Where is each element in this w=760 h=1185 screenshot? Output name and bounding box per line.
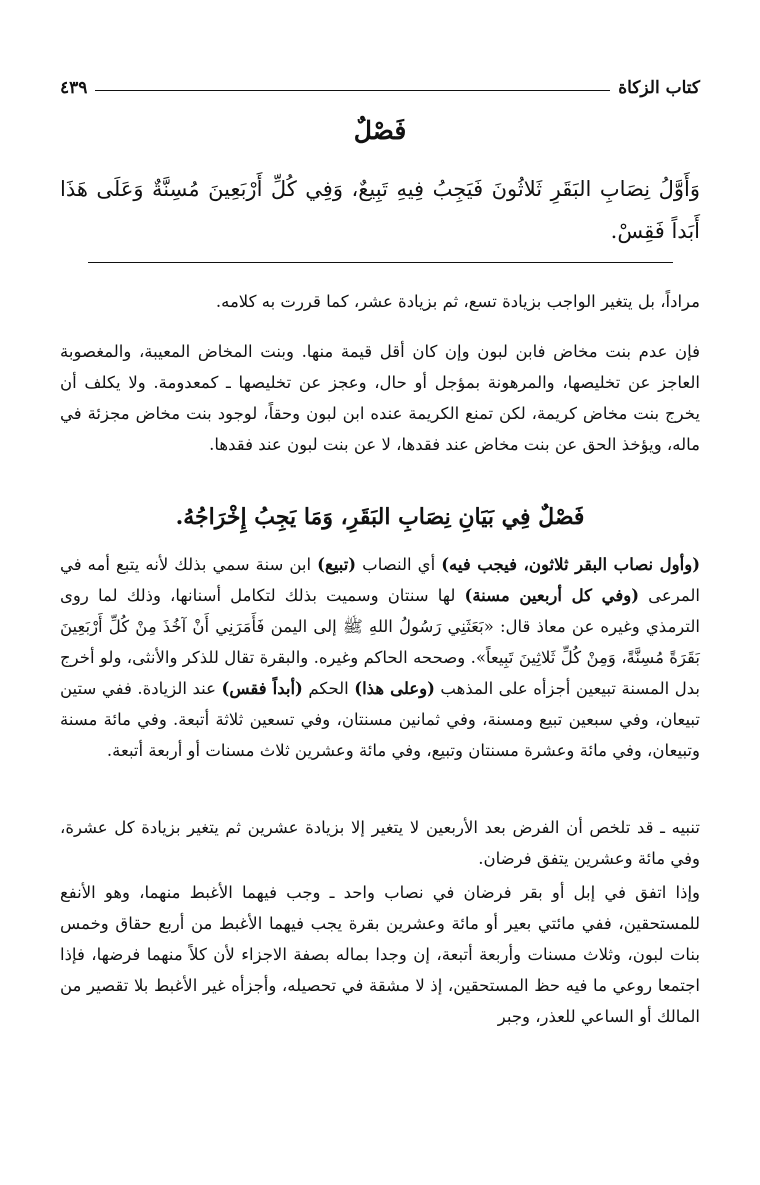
page-number: ٤٣٩	[60, 78, 88, 98]
commentary-paragraph-1: فإن عدم بنت مخاض فابن لبون وإن كان أقل قيمة منها. وبنت المخاض المعيبة، والمغصوبة العاجز عن تخليصها، والمرهونة بمؤجل أو حال، وعجز عن تخليصها ـ كمعدومة. ولا يكلف أن يخرج بنت مخاض كريمة، لكن تمنع الكريمة عنده ابن لبون وحقاً، لوجود بنت مخاض مجزئة في ماله، ويؤخذ الحق عن بنت مخاض عند فقدها، لا عن بنت لبون عند فقدها.	[60, 342, 700, 454]
commentary-paragraph-2	[60, 549, 700, 766]
matn-text: وَأَوَّلُ نِصَابِ البَقَرِ ثَلاثُونَ فَيَجِبُ فِيهِ تَبِيعٌ، وَفِي كُلِّ أَرْبَعِينَ مُسِنَّةٌ وَعَلَى هَذَا أَبَداً فَقِسْ.	[60, 177, 700, 243]
commentary-continuation: مراداً، بل يتغير الواجب بزيادة تسع، ثم بزيادة عشر، كما قررت به كلامه.	[215, 292, 700, 311]
commentary-text: ابن سنة سمي بذلك لأنه يتبع أمه في المرعى	[60, 555, 700, 605]
header-rule	[95, 90, 610, 91]
matn-quote: (وأول نصاب البقر ثلاثون، فيجب فيه)	[441, 555, 700, 574]
matn-quote: (وفي كل أربعين مسنة)	[464, 586, 639, 605]
commentary-text: الحكم	[302, 679, 355, 698]
commentary-text: لها سنتان وسميت بذلك لتكامل أسنانها، وذلك لما روى الترمذي وغيره عن معاذ قال: «بَعَثَنِي رَسُولُ اللهِ ﷺ إلى اليمن فَأَمَرَنِي أَنْ آخُذَ مِنْ كُلِّ أَرْبَعِينَ بَقَرَةً مُسِنَّةً، وَمِنْ كُلِّ ثَلاثِينَ تَبِيعاً». وصححه الحاكم وغيره. والبقرة تقال للذكر والأنثى، ولو أخرج بدل المسنة تبيعين أجزأه على المذهب	[60, 586, 700, 698]
commentary-paragraph-3: وإذا اتفق في إبل أو بقر فرضان في نصاب واحد ـ وجب فيهما الأغبط منهما، وهو الأنفع للمستحقين، ففي مائتي بعير أو مائة وعشرين بقرة يجب فيهما الأغبط من أربع حقاق وخمس بنات لبون، وثلاث مسنات وأربعة أتبعة، إن وجدا بماله بصفة الاجزاء لأن كلاً منهما فرضها، فإذا اجتمعا روعي ما فيه حظ المستحقين، إذ لا مشقة في تحصيله، وأجزأه غير الأغبط بلا تقصير من المالك أو الساعي للعذر، وجبر	[60, 883, 700, 1026]
running-header	[60, 74, 700, 102]
book-title: كتاب الزكاة	[618, 78, 700, 98]
matn-sharh-divider	[88, 262, 673, 263]
matn-quote: (تبيع)	[317, 555, 357, 574]
commentary-text: عند الزيادة. ففي ستين تبيعان، وفي سبعين تبيع ومسنة، وفي ثمانين مسنتان، وفي تسعين ثلاثة أتبعة. وفي مائة مسنة وتبيعان، وفي مائة وعشرة مسنتان وتبيع، وفي مائة وعشرين ثلاث مسنات أو أربعة أتبعة.	[60, 679, 700, 760]
commentary-text: أي النصاب	[356, 555, 442, 574]
commentary-section-heading: فَصْلٌ فِي بَيَانِ نِصَابِ البَقَرِ، وَمَا يَجِبُ إِخْرَاجُهُ.	[175, 504, 585, 530]
commentary-note: تنبيه ـ قد تلخص أن الفرض بعد الأربعين لا يتغير إلا بزيادة عشرين ثم يتغير بزيادة كل عشرة، وفي مائة وعشرين يتفق فرضان.	[60, 818, 700, 868]
matn-section-heading: فَصْلٌ	[353, 116, 407, 145]
matn-quote: (وعلى هذا)	[354, 679, 435, 698]
matn-quote: (أبداً فقس)	[221, 679, 303, 698]
